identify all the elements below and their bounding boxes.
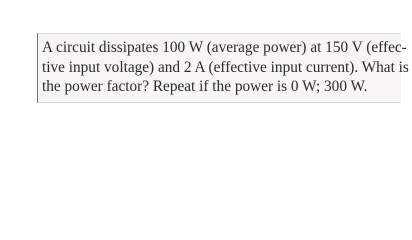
problem-text-line-3: the power factor? Repeat if the power is 0 W; 300 W. (42, 78, 368, 96)
problem-text-line-1: A circuit dissipates 100 W (average power) at 150 V (effec- (42, 39, 407, 56)
problem-text-line-2: tive input voltage) and 2 A (effective input current). What is (42, 58, 409, 76)
problem-text-block (37, 33, 409, 103)
